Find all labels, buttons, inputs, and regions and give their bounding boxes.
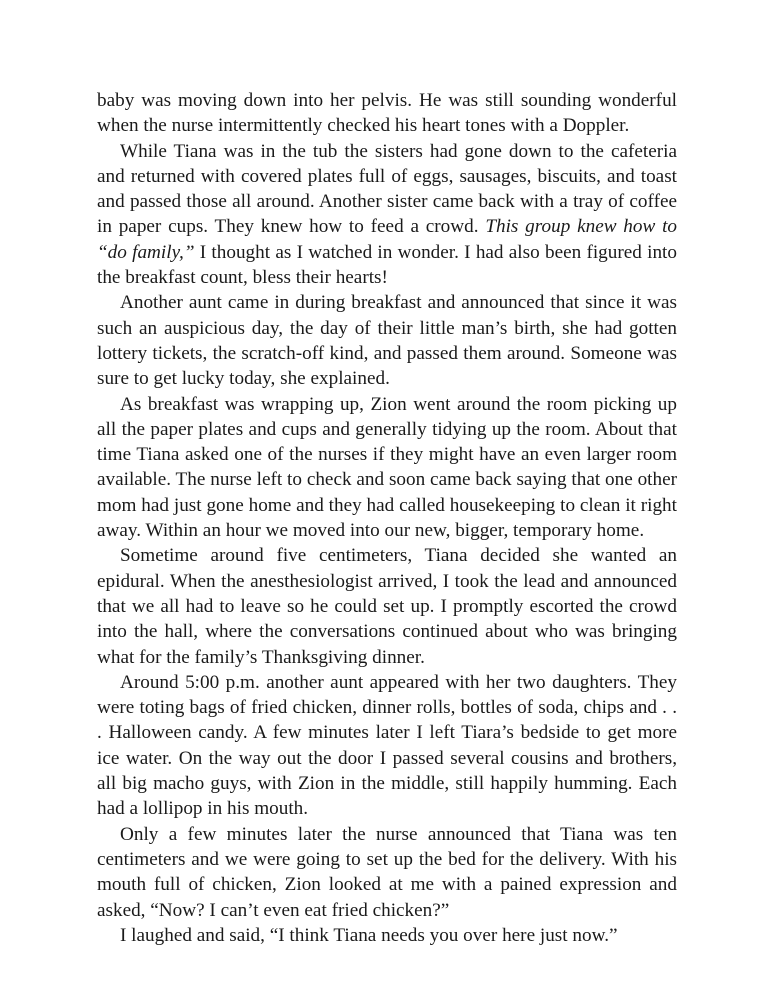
paragraph-text: Only a few minutes later the nurse announced that Tiana was ten centimeters and we were going to set up the bed for the delivery. With his mouth full of chicken, Zion looked at me with a pained expression and asked, “Now? I can’t even eat fried chicken?”	[97, 823, 677, 921]
paragraph-text: Another aunt came in during breakfast and announced that since it was such an auspicious day, the day of their little man’s birth, she had gotten lottery tickets, the scratch-off kind, and passed them around. Someone was sure to get lucky today, she explained.	[97, 292, 677, 390]
paragraph	[97, 392, 677, 544]
paragraph	[97, 139, 677, 291]
paragraph	[97, 923, 677, 948]
italic-phrase: This group knew how to “do family,”	[97, 216, 678, 263]
paragraph	[97, 822, 677, 923]
paragraph-text: I thought as I watched in wonder. I had also been figured into the breakfast count, bless their hearts!	[97, 241, 677, 289]
paragraph	[97, 670, 677, 822]
paragraph-text: baby was moving down into her pelvis. He was still sounding wonderful when the nurse intermittently checked his heart tones with a Doppler.	[97, 90, 677, 137]
paragraph-text: Around 5:00 p.m. another aunt appeared with her two daughters. They were toting bags of fried chicken, dinner rolls, bottles of soda, chips and . . . Halloween candy. A few minutes later I left Tiara’s bedside to get more ice water. On the way out the door I passed several cousins and brothers, all big macho guys, with Zion in the middle, still happily humming. Each had a lollipop in his mouth.	[97, 671, 677, 820]
paragraph	[97, 88, 677, 139]
paragraph-text: As breakfast was wrapping up, Zion went around the room picking up all the paper plates and cups and generally tidying up the room. About that time Tiana asked one of the nurses if they might have an even larger room available. The nurse left to check and soon came back saying that one other mom had just gone home and they had called housekeeping to clean it right away. Within an hour we moved into our new, bigger, temporary home.	[97, 393, 677, 542]
paragraph-text: I laughed and said, “I think Tiana needs you over here just now.”	[120, 924, 618, 946]
paragraph-text: While Tiana was in the tub the sisters had gone down to the cafeteria and returned with covered plates full of eggs, sausages, biscuits, and toast and passed those all around. Another sister came back with a tray of coffee in paper cups. They knew how to feed a crowd.	[97, 140, 677, 238]
paragraph	[97, 290, 677, 391]
paragraph	[97, 543, 677, 669]
page-body	[97, 88, 677, 948]
paragraph-text: Sometime around five centimeters, Tiana decided she wanted an epidural. When the anesthesiologist arrived, I took the lead and announced that we all had to leave so he could set up. I promptly escorted the crowd into the hall, where the conversations continued about who was bringing what for the family’s Thanksgiving dinner.	[97, 545, 677, 668]
